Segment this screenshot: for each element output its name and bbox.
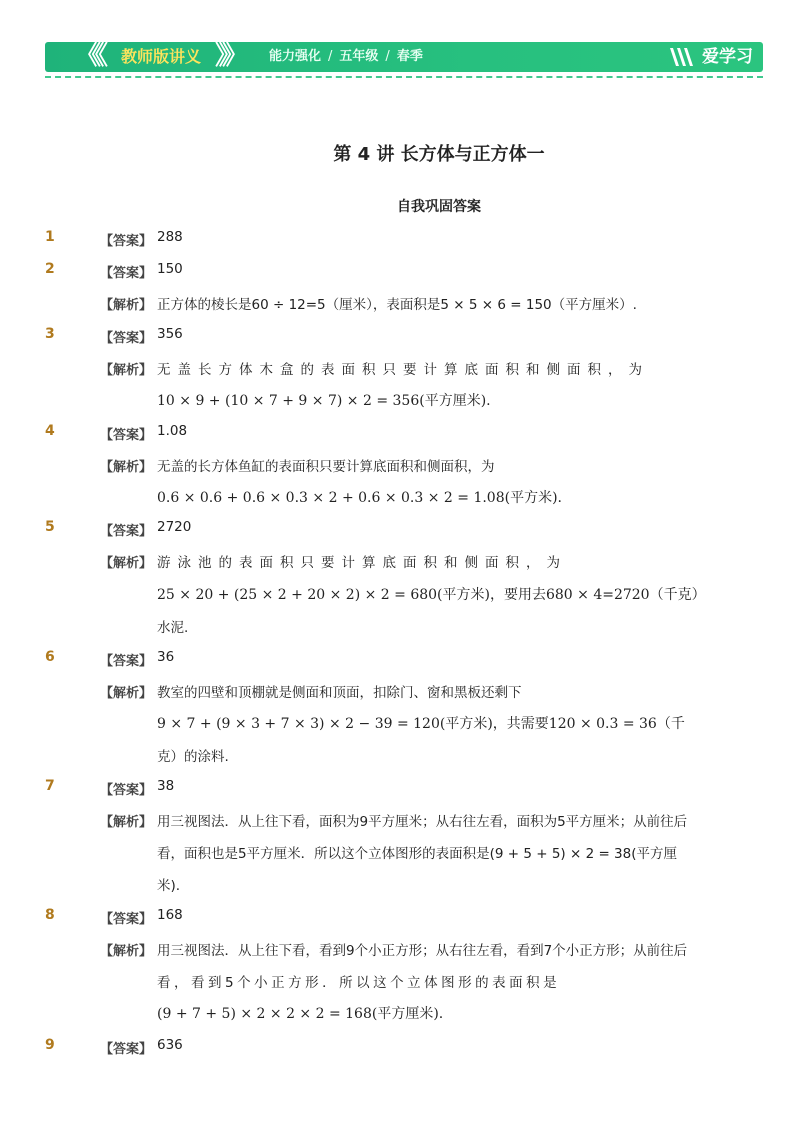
answer-value: 356	[157, 326, 183, 342]
analysis-line: 9 × 7 + (9 × 3 + 7 × 3) × 2 − 39 = 120(平方米)，共需要120 × 0.3 = 36（千	[157, 716, 685, 732]
analysis-line: 看，看到5个小正方形．所以这个立体图形的表面积是	[157, 975, 561, 991]
analysis-line: 无盖长方体木盒的表面积只要计算底面积和侧面积，为	[157, 362, 649, 378]
item-number: 8	[45, 907, 55, 923]
analysis-line: 游泳池的表面积只要计算底面积和侧面积，为	[157, 555, 567, 571]
analysis-tag: 【解析】	[100, 460, 153, 475]
answer-value: 168	[157, 907, 183, 923]
analysis-line: 用三视图法．从上往下看，看到9个小正方形；从右往左看，看到7个小正方形；从前往后	[157, 943, 688, 959]
answer-tag: 【答案】	[100, 912, 153, 927]
answer-value: 636	[157, 1037, 183, 1053]
item-number: 5	[45, 519, 55, 535]
item-number: 3	[45, 326, 55, 342]
answer-value: 2720	[157, 519, 192, 535]
crumb-separator: /	[385, 49, 390, 64]
analysis-line: 用三视图法．从上往下看，面积为9平方厘米；从右往左看，面积为5平方厘米；从前往后	[157, 814, 688, 830]
brand-name: 爱学习	[702, 47, 753, 67]
answer-tag: 【答案】	[100, 1042, 153, 1057]
page-subtitle: 自我巩固答案	[397, 199, 481, 215]
answer-value: 150	[157, 261, 183, 277]
chevron-left-icon: 《《	[75, 41, 103, 71]
item-number: 2	[45, 261, 55, 277]
answer-value: 288	[157, 229, 183, 245]
analysis-tag: 【解析】	[100, 944, 153, 959]
answer-tag: 【答案】	[100, 654, 153, 669]
breadcrumb	[269, 42, 423, 72]
teacher-edition-label: 教师版讲义	[121, 47, 202, 66]
analysis-line: 正方体的棱长是60 ÷ 12=5（厘米），表面积是5 × 5 × 6 = 150（平方厘米）.	[157, 297, 637, 313]
header-banner	[45, 42, 763, 72]
analysis-tag: 【解析】	[100, 815, 153, 830]
item-number: 1	[45, 229, 55, 245]
answer-value: 36	[157, 649, 175, 665]
analysis-line: 看，面积也是5平方厘米．所以这个立体图形的表面积是(9 + 5 + 5) × 2 = 38(平方厘	[157, 846, 677, 862]
answer-tag: 【答案】	[100, 428, 153, 443]
analysis-tag: 【解析】	[100, 363, 153, 378]
item-number: 7	[45, 778, 55, 794]
analysis-line: 无盖的长方体鱼缸的表面积只要计算底面积和侧面积，为	[157, 459, 495, 475]
answer-tag: 【答案】	[100, 234, 153, 249]
item-number: 4	[45, 423, 55, 439]
answer-tag: 【答案】	[100, 331, 153, 346]
brand-logo	[668, 42, 753, 72]
crumb-grade: 五年级	[339, 49, 379, 64]
answer-value: 38	[157, 778, 175, 794]
analysis-tag: 【解析】	[100, 556, 153, 571]
item-number: 9	[45, 1037, 55, 1053]
brand-mark-icon	[668, 46, 698, 68]
item-number: 6	[45, 649, 55, 665]
analysis-line: 25 × 20 + (25 × 2 + 20 × 2) × 2 = 680(平方米)，要用去680 × 4=2720（千克）	[157, 587, 706, 603]
crumb-course: 能力强化	[269, 49, 322, 64]
analysis-tag: 【解析】	[100, 686, 153, 701]
analysis-line: (9 + 7 + 5) × 2 × 2 × 2 = 168(平方厘米).	[157, 1006, 444, 1022]
analysis-line: 10 × 9 + (10 × 7 + 9 × 7) × 2 = 356(平方厘米).	[157, 393, 491, 409]
analysis-line: 教室的四壁和顶棚就是侧面和顶面，扣除门、窗和黑板还剩下	[157, 685, 522, 701]
analysis-tag: 【解析】	[100, 298, 153, 313]
header-divider	[45, 76, 763, 78]
crumb-separator: /	[328, 49, 333, 64]
analysis-line: 克）的涂料.	[157, 749, 229, 765]
answer-tag: 【答案】	[100, 524, 153, 539]
analysis-line: 0.6 × 0.6 + 0.6 × 0.3 × 2 + 0.6 × 0.3 × 2 = 1.08(平方米).	[157, 490, 562, 506]
chevron-right-icon: 》》	[215, 41, 243, 71]
analysis-line: 水泥.	[157, 620, 189, 636]
crumb-term: 春季	[396, 49, 423, 64]
analysis-line: 米).	[157, 878, 181, 894]
page-title: 第 4 讲 长方体与正方体一	[333, 144, 545, 165]
answer-tag: 【答案】	[100, 266, 153, 281]
answer-tag: 【答案】	[100, 783, 153, 798]
answer-value: 1.08	[157, 423, 188, 439]
